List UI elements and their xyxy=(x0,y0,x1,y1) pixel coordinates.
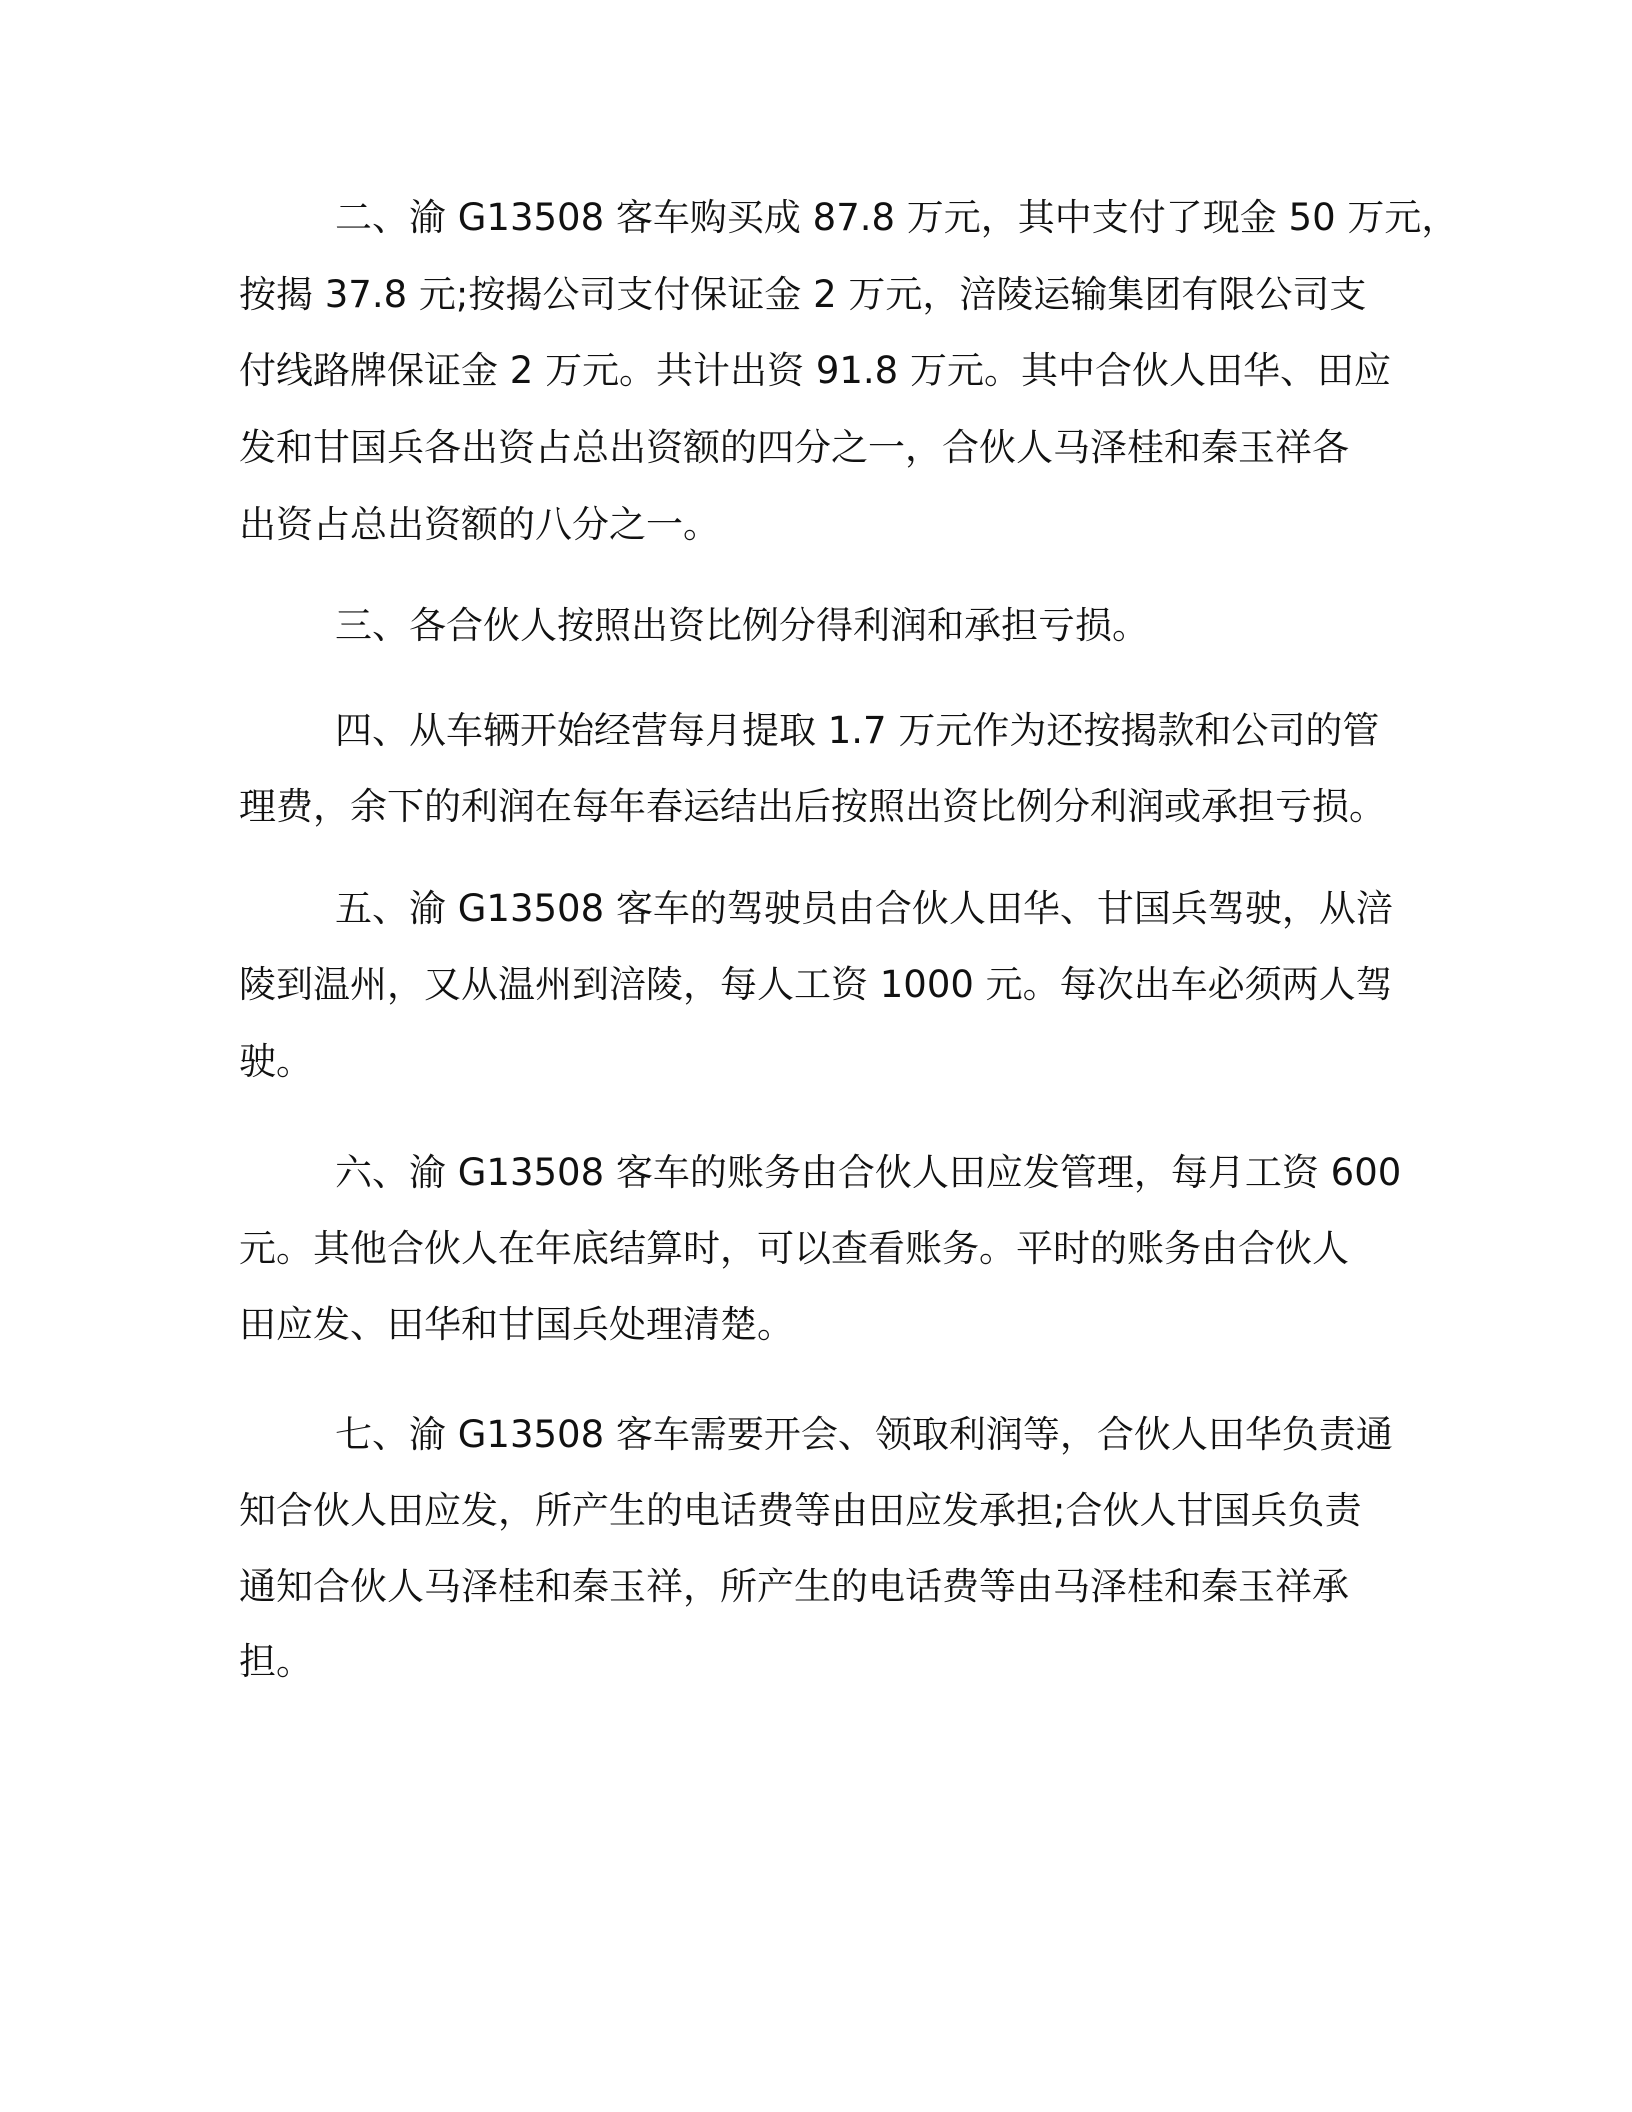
paragraph-6-line-3: 田应发、田华和甘国兵处理清楚。 xyxy=(239,1303,794,1346)
paragraph-7-line-3: 通知合伙人马泽桂和秦玉祥，所产生的电话费等由马泽桂和秦玉祥承 xyxy=(239,1565,1349,1608)
paragraph-5-line-3: 驶。 xyxy=(239,1040,313,1083)
paragraph-5-line-1: 五、渝 G13508 客车的驾驶员由合伙人田华、甘国兵驾驶，从涪 xyxy=(335,887,1393,930)
paragraph-2-line-4: 发和甘国兵各出资占总出资额的四分之一，合伙人马泽桂和秦玉祥各 xyxy=(239,426,1349,469)
paragraph-2-line-3: 付线路牌保证金 2 万元。共计出资 91.8 万元。其中合伙人田华、田应 xyxy=(239,349,1391,392)
paragraph-7-line-2: 知合伙人田应发，所产生的电话费等由田应发承担;合伙人甘国兵负责 xyxy=(239,1489,1362,1532)
paragraph-6-line-1: 六、渝 G13508 客车的账务由合伙人田应发管理，每月工资 600 xyxy=(335,1151,1402,1194)
paragraph-2-line-5: 出资占总出资额的八分之一。 xyxy=(239,503,720,546)
paragraph-6-line-2: 元。其他合伙人在年底结算时，可以查看账务。平时的账务由合伙人 xyxy=(239,1227,1349,1270)
paragraph-4-line-1: 四、从车辆开始经营每月提取 1.7 万元作为还按揭款和公司的管 xyxy=(335,709,1380,752)
paragraph-7-line-1: 七、渝 G13508 客车需要开会、领取利润等，合伙人田华负责通 xyxy=(335,1413,1393,1456)
paragraph-3-line-1: 三、各合伙人按照出资比例分得利润和承担亏损。 xyxy=(335,604,1149,647)
paragraph-4-line-2: 理费，余下的利润在每年春运结出后按照出资比例分利润或承担亏损。 xyxy=(239,785,1386,828)
paragraph-7-line-4: 担。 xyxy=(239,1640,313,1683)
paragraph-5-line-2: 陵到温州，又从温州到涪陵，每人工资 1000 元。每次出车必须两人驾 xyxy=(239,963,1393,1006)
paragraph-2-line-1: 二、渝 G13508 客车购买成 87.8 万元，其中支付了现金 50 万元， xyxy=(335,196,1459,239)
paragraph-2-line-2: 按揭 37.8 元;按揭公司支付保证金 2 万元，涪陵运输集团有限公司支 xyxy=(239,273,1367,316)
